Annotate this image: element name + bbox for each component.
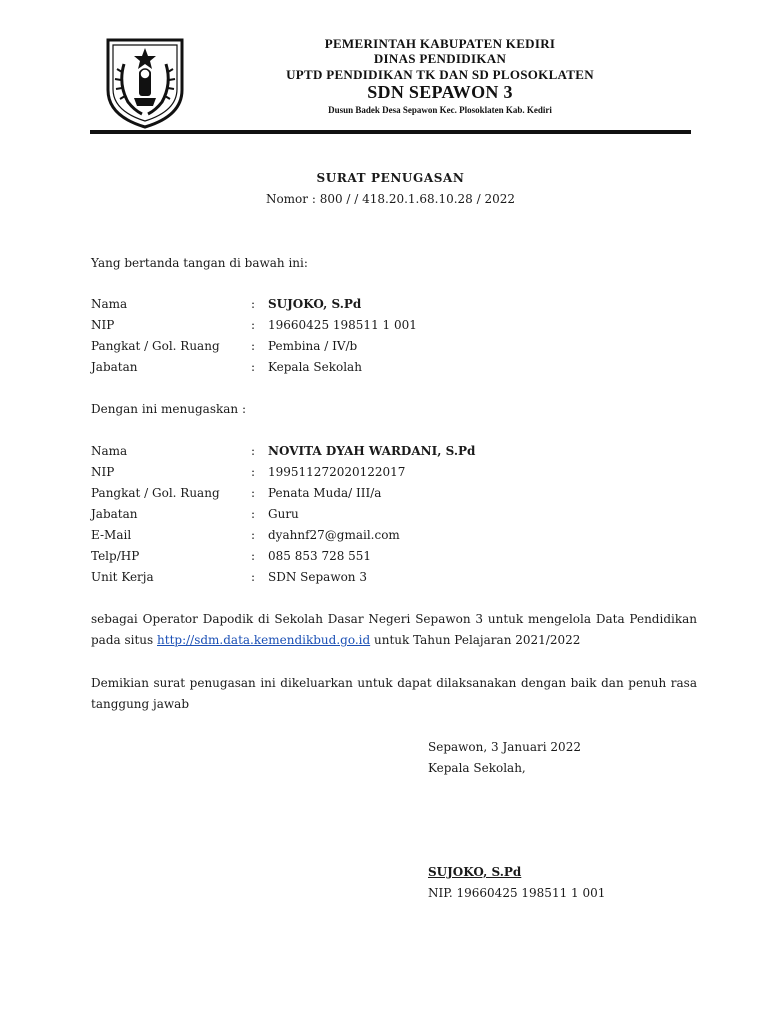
letterhead-school-name: SDN SEPAWON 3 xyxy=(367,82,513,102)
assignee-phone-label: Telp/HP xyxy=(91,549,140,563)
assignee-unit-label: Unit Kerja xyxy=(91,570,154,584)
signature-nip: NIP. 19660425 198511 1 001 xyxy=(428,886,606,900)
field-colon: : xyxy=(251,528,256,542)
dapodik-link[interactable]: http://sdm.data.kemendikbud.go.id xyxy=(157,633,371,647)
intro-text: Yang bertanda tangan di bawah ini: xyxy=(91,256,308,270)
letterhead-address: Dusun Badek Desa Sepawon Kec. Plosoklaten Kab. Kediri xyxy=(328,105,552,115)
assignee-unit-value: SDN Sepawon 3 xyxy=(268,570,367,584)
letterhead-divider xyxy=(90,130,691,134)
field-colon: : xyxy=(251,360,256,374)
letter-number: Nomor : 800 / / 418.20.1.68.10.28 / 2022 xyxy=(265,192,516,206)
assignment-paragraph xyxy=(91,609,697,651)
signer-position-value: Kepala Sekolah xyxy=(268,360,362,374)
assignee-name-label: Nama xyxy=(91,444,128,458)
assignee-position-label: Jabatan xyxy=(91,507,138,521)
assignee-email-label: E-Mail xyxy=(91,528,132,542)
letterhead-department: DINAS PENDIDIKAN xyxy=(373,51,507,66)
closing-paragraph: Demikian surat penugasan ini dikeluarkan untuk dapat dilaksanakan dengan baik dan penuh rasa tanggung jawab xyxy=(91,676,697,711)
field-colon: : xyxy=(251,507,256,521)
field-colon: : xyxy=(251,318,256,332)
signature-position: Kepala Sekolah, xyxy=(428,761,526,775)
letterhead-government: PEMERINTAH KABUPATEN KEDIRI xyxy=(324,36,556,51)
signer-position-label: Jabatan xyxy=(91,360,138,374)
signature-place-date: Sepawon, 3 Januari 2022 xyxy=(428,740,581,754)
assignee-nip-label: NIP xyxy=(91,465,115,479)
kabupaten-kediri-logo xyxy=(104,34,186,130)
assignee-rank-value: Penata Muda/ III/a xyxy=(268,486,382,500)
signature-name: SUJOKO, S.Pd xyxy=(428,865,522,879)
signer-nip-label: NIP xyxy=(91,318,115,332)
signer-nip-value: 19660425 198511 1 001 xyxy=(268,318,417,332)
field-colon: : xyxy=(251,297,256,311)
field-colon: : xyxy=(251,444,256,458)
assignee-rank-label: Pangkat / Gol. Ruang xyxy=(91,486,220,500)
assignee-phone-value: 085 853 728 551 xyxy=(268,549,372,563)
field-colon: : xyxy=(251,570,256,584)
field-colon: : xyxy=(251,549,256,563)
signer-name-label: Nama xyxy=(91,297,128,311)
signer-rank-label: Pangkat / Gol. Ruang xyxy=(91,339,220,353)
letterhead-uptd: UPTD PENDIDIKAN TK DAN SD PLOSOKLATEN xyxy=(286,67,594,82)
field-colon: : xyxy=(251,465,256,479)
assignee-name-value: NOVITA DYAH WARDANI, S.Pd xyxy=(268,444,476,458)
signer-rank-value: Pembina / IV/b xyxy=(268,339,358,353)
field-colon: : xyxy=(251,486,256,500)
assignee-position-value: Guru xyxy=(268,507,299,521)
assignee-nip-value: 199511272020122017 xyxy=(268,465,406,479)
assignment-text: sebagai Operator Dapodik di Sekolah Dasar Negeri Sepawon 3 untuk mengelola Data Pendidikan pada situs xyxy=(91,612,697,647)
letter-title: SURAT PENUGASAN xyxy=(316,171,465,185)
signer-name-value: SUJOKO, S.Pd xyxy=(268,297,362,311)
assignment-text-end: untuk Tahun Pelajaran 2021/2022 xyxy=(370,633,581,647)
field-colon: : xyxy=(251,339,256,353)
assignee-email-value: dyahnf27@gmail.com xyxy=(268,528,400,542)
assignment-intro: Dengan ini menugaskan : xyxy=(91,402,246,416)
